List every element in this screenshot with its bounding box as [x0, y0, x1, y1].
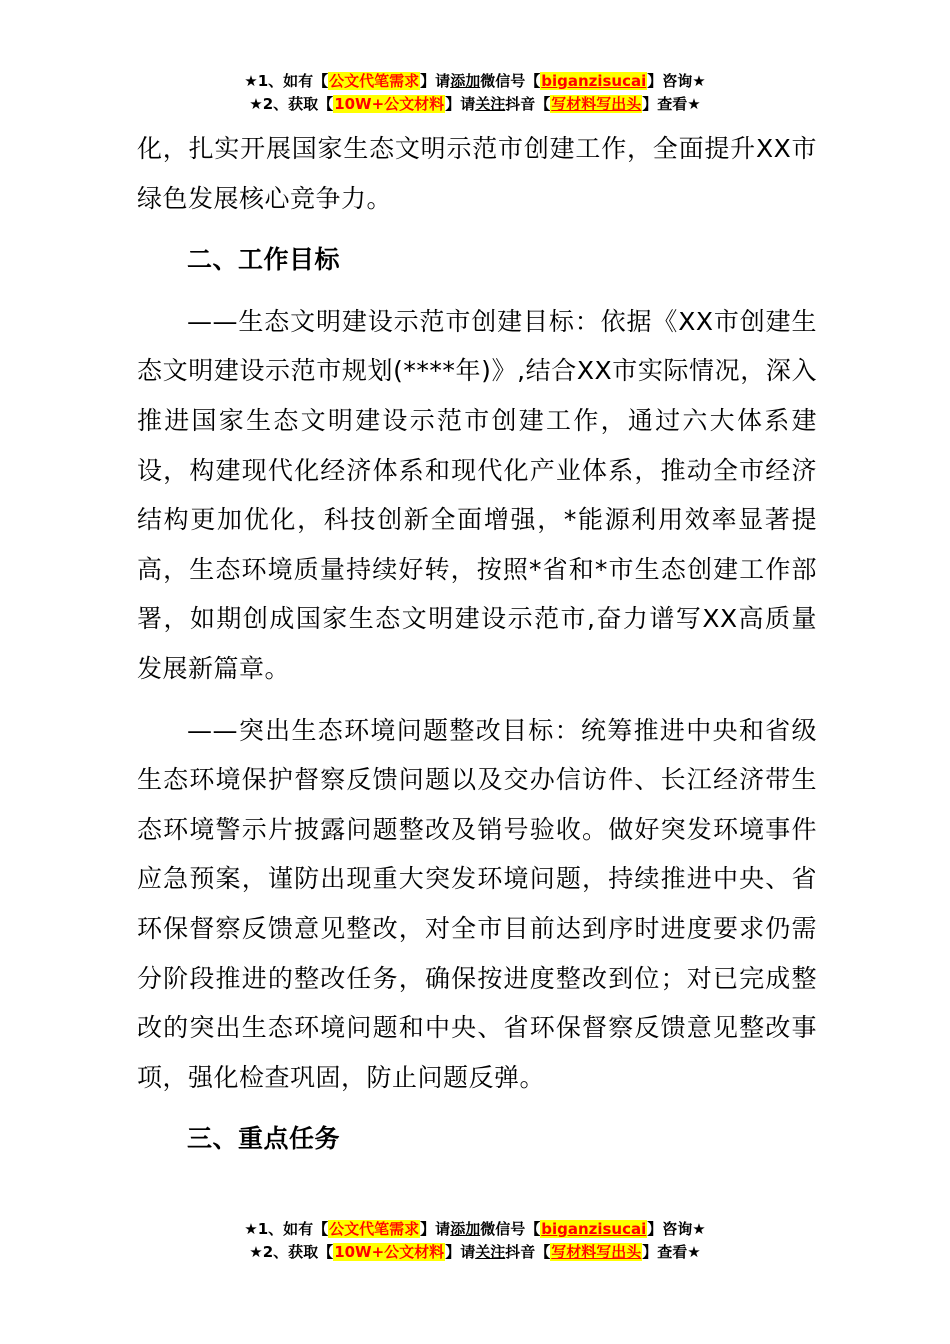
section-heading: 三、重点任务: [187, 1124, 341, 1154]
banner-highlight: 写材料写出头: [551, 95, 642, 113]
banner-highlight: 10W+公文材料: [334, 1243, 445, 1261]
banner-underlined: 关注: [475, 1243, 506, 1261]
banner-highlight: 10W+公文材料: [334, 95, 445, 113]
banner-highlight: biganzisucai: [541, 72, 647, 90]
bottom-banner: [0, 1218, 950, 1264]
banner-text: 】请: [445, 95, 476, 113]
banner-underlined: 关注: [475, 95, 506, 113]
paragraph: ——突出生态环境问题整改目标：统筹推进中央和省级生态环境保护督察反馈问题以及交办信访件、长江经济带生态环境警示片披露问题整改及销号验收。做好突发环境事件应急预案，谨防出现重大突发环境问题，持续推进中央、省环保督察反馈意见整改，对全市目前达到序时进度要求仍需分阶段推进的整改任务，确保按进度整改到位；对已完成整改的突出生态环境问题和中央、省环保督察反馈意见整改事项，强化检查巩固，防止问题反弹。: [137, 715, 817, 1092]
banner-text: 】咨询★: [647, 72, 706, 90]
banner-underlined: 添加: [450, 1220, 481, 1238]
banner-text: 】查看★: [642, 1243, 701, 1261]
section-heading: 二、工作目标: [187, 245, 341, 275]
banner-text: 】咨询★: [647, 1220, 706, 1238]
banner-text: ★2、获取【: [249, 95, 334, 113]
banner-text: 抖音【: [505, 95, 551, 113]
banner-highlight: biganzisucai: [541, 1220, 647, 1238]
banner-text: 微信号【: [480, 72, 541, 90]
banner-highlight: 写材料写出头: [551, 1243, 642, 1261]
banner-text: 】请: [445, 1243, 476, 1261]
paragraph: 化，扎实开展国家生态文明示范市创建工作，全面提升XX市绿色发展核心竞争力。: [137, 134, 817, 213]
banner-text: ★1、如有【: [244, 1220, 329, 1238]
banner-text: 】请: [420, 1220, 451, 1238]
banner-text: ★2、获取【: [249, 1243, 334, 1261]
banner-text: 】查看★: [642, 95, 701, 113]
banner-text: 抖音【: [505, 1243, 551, 1261]
banner-text: 】请: [420, 72, 451, 90]
banner-text: ★1、如有【: [244, 72, 329, 90]
top-banner: [0, 70, 950, 116]
banner-line-1: [0, 70, 950, 93]
banner-underlined: 添加: [450, 72, 481, 90]
banner-line-1: [0, 1218, 950, 1241]
banner-highlight: 公文代笔需求: [329, 72, 420, 90]
paragraph: ——生态文明建设示范市创建目标：依据《XX市创建生态文明建设示范市规划(****年)》,结合XX市实际情况，深入推进国家生态文明建设示范市创建工作，通过六大体系建设，构建现代化经济体系和现代化产业体系，推动全市经济结构更加优化，科技创新全面增强，*能源利用效率显著提高，生态环境质量持续好转，按照*省和*市生态创建工作部署，如期创成国家生态文明建设示范市,奋力谱写XX高质量发展新篇章。: [137, 306, 817, 683]
banner-text: 微信号【: [480, 1220, 541, 1238]
banner-line-2: [0, 1241, 950, 1264]
banner-highlight: 公文代笔需求: [329, 1220, 420, 1238]
banner-line-2: [0, 93, 950, 116]
document-body: [137, 124, 817, 1164]
